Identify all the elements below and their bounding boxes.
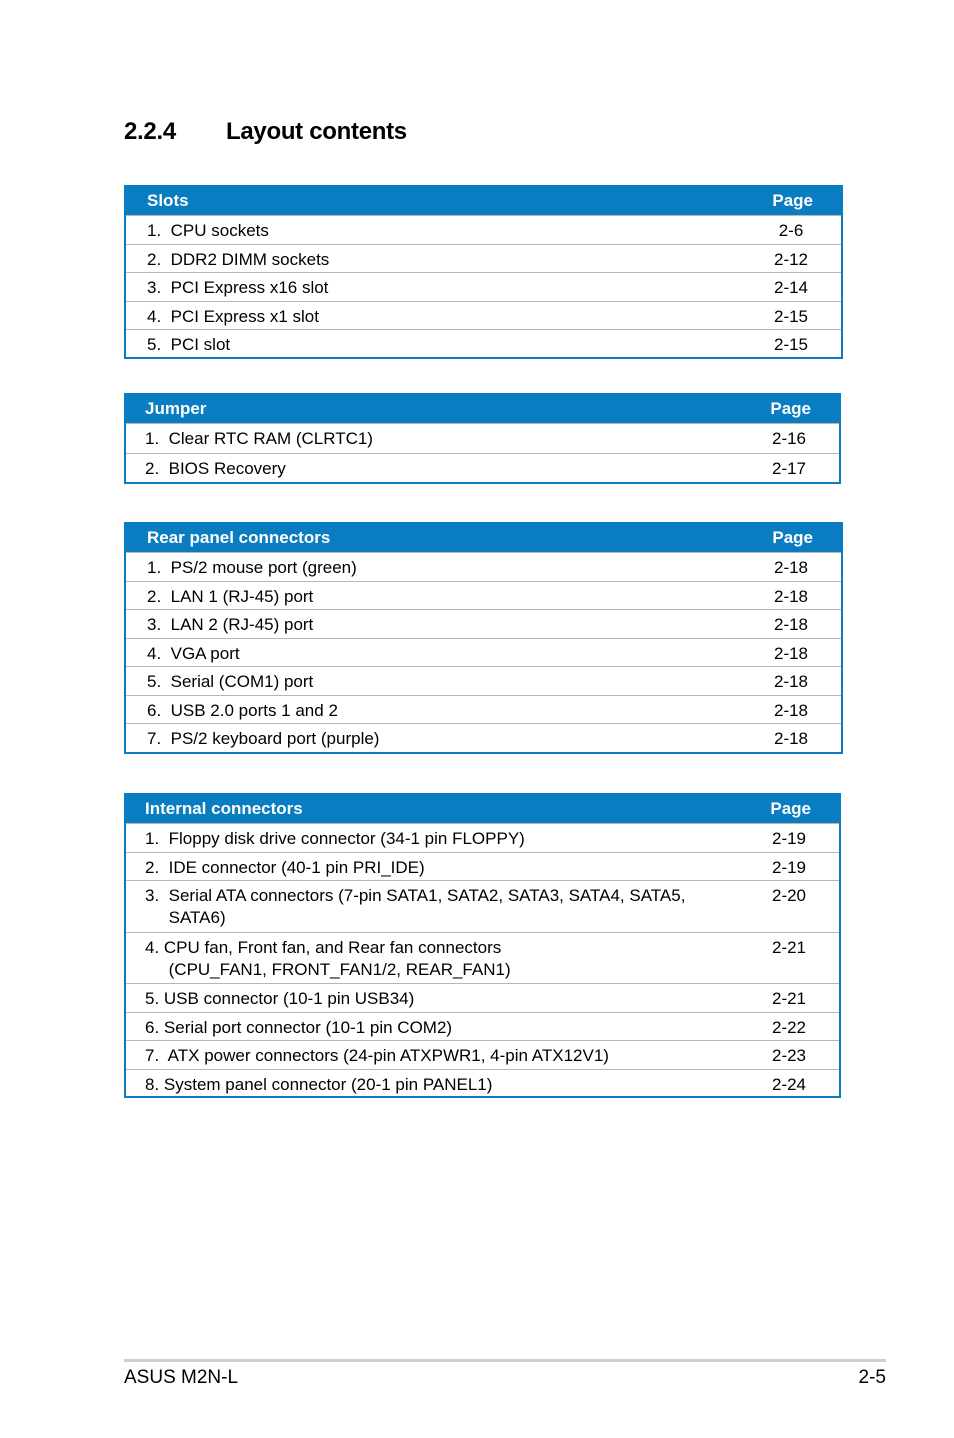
table-header <box>126 187 841 215</box>
row-text: 7. ATX power connectors (24-pin ATXPWR1, 4-pin ATX12V1) <box>145 1046 609 1065</box>
row-page: 2-18 <box>773 701 809 720</box>
table-row <box>126 1069 839 1096</box>
row-page: 2-18 <box>773 615 809 634</box>
row-page: 2-17 <box>771 459 807 478</box>
row-text: 1. CPU sockets <box>147 221 269 240</box>
table-header <box>126 795 839 823</box>
row-page: 2-18 <box>773 558 809 577</box>
row-text: 1. Clear RTC RAM (CLRTC1) <box>145 429 373 448</box>
row-page: 2-18 <box>773 587 809 606</box>
header-label: Internal connectors <box>145 799 303 818</box>
table-row <box>126 609 841 638</box>
row-page: 2-15 <box>773 307 809 326</box>
row-text: 2. DDR2 DIMM sockets <box>147 250 330 269</box>
row-text: 5. PCI slot <box>147 335 231 354</box>
row-text: 3. Serial ATA connectors (7-pin SATA1, SATA2, SATA3, SATA4, SATA5, SATA6) <box>145 886 686 927</box>
table-row <box>126 880 839 932</box>
section-title: Layout contents <box>226 118 407 145</box>
table-header <box>126 395 839 423</box>
row-page: 2-20 <box>771 886 807 905</box>
rear-panel-connectors-table <box>124 522 843 754</box>
row-page: 2-18 <box>773 729 809 748</box>
row-text: 2. IDE connector (40-1 pin PRI_IDE) <box>145 858 425 877</box>
row-text: 2. BIOS Recovery <box>145 459 286 478</box>
row-text: 5. Serial (COM1) port <box>147 672 314 691</box>
table-row <box>126 552 841 581</box>
internal-connectors-table <box>124 793 841 1098</box>
row-page: 2-14 <box>773 278 809 297</box>
section-heading <box>124 118 407 146</box>
row-text: 6. USB 2.0 ports 1 and 2 <box>147 701 338 720</box>
table-row <box>126 932 839 983</box>
row-page: 2-16 <box>771 429 807 448</box>
table-row <box>126 1012 839 1040</box>
row-text: 4. VGA port <box>147 644 240 663</box>
footer-product-name: ASUS M2N-L <box>124 1367 239 1388</box>
header-page: Page <box>772 528 813 547</box>
slots-table <box>124 185 843 359</box>
table-row <box>126 852 839 880</box>
header-label: Slots <box>147 191 189 210</box>
row-text: 1. PS/2 mouse port (green) <box>147 558 357 577</box>
table-row <box>126 723 841 752</box>
table-row <box>126 823 839 852</box>
table-row <box>126 638 841 666</box>
row-text: 6. Serial port connector (10-1 pin COM2) <box>145 1018 453 1037</box>
footer-divider <box>124 1359 886 1362</box>
header-label: Rear panel connectors <box>147 528 331 547</box>
table-row <box>126 453 839 482</box>
row-page: 2-21 <box>771 989 807 1008</box>
table-row <box>126 215 841 244</box>
row-page: 2-19 <box>771 858 807 877</box>
row-text: 8. System panel connector (20-1 pin PANEL1) <box>145 1075 493 1094</box>
table-row <box>126 695 841 723</box>
table-row <box>126 666 841 695</box>
row-text: 4. PCI Express x1 slot <box>147 307 319 326</box>
row-text: 4. CPU fan, Front fan, and Rear fan connectors (CPU_FAN1, FRONT_FAN1/2, REAR_FAN1) <box>145 938 511 979</box>
row-page: 2-24 <box>771 1075 807 1094</box>
table-row <box>126 1040 839 1069</box>
row-page: 2-19 <box>771 829 807 848</box>
row-text: 2. LAN 1 (RJ-45) port <box>147 587 314 606</box>
header-page: Page <box>770 799 811 818</box>
row-text: 1. Floppy disk drive connector (34-1 pin FLOPPY) <box>145 829 525 848</box>
row-text: 7. PS/2 keyboard port (purple) <box>147 729 380 748</box>
header-label: Jumper <box>145 399 207 418</box>
row-text: 5. USB connector (10-1 pin USB34) <box>145 989 415 1008</box>
table-row <box>126 272 841 301</box>
row-page: 2-12 <box>773 250 809 269</box>
section-number: 2.2.4 <box>124 118 176 145</box>
row-text: 3. PCI Express x16 slot <box>147 278 329 297</box>
row-page: 2-23 <box>771 1046 807 1065</box>
row-page: 2-18 <box>773 644 809 663</box>
row-page: 2-18 <box>773 672 809 691</box>
table-row <box>126 244 841 272</box>
table-row <box>126 581 841 609</box>
row-page: 2-21 <box>771 938 807 957</box>
table-row <box>126 301 841 329</box>
footer-page-number: 2-5 <box>858 1367 886 1388</box>
table-row <box>126 329 841 357</box>
jumper-table <box>124 393 841 484</box>
row-text: 3. LAN 2 (RJ-45) port <box>147 615 314 634</box>
header-page: Page <box>770 399 811 418</box>
table-row <box>126 423 839 453</box>
row-page: 2-15 <box>773 335 809 354</box>
row-page: 2-6 <box>778 221 804 240</box>
table-row <box>126 983 839 1012</box>
header-page: Page <box>772 191 813 210</box>
row-page: 2-22 <box>771 1018 807 1037</box>
table-header <box>126 524 841 552</box>
